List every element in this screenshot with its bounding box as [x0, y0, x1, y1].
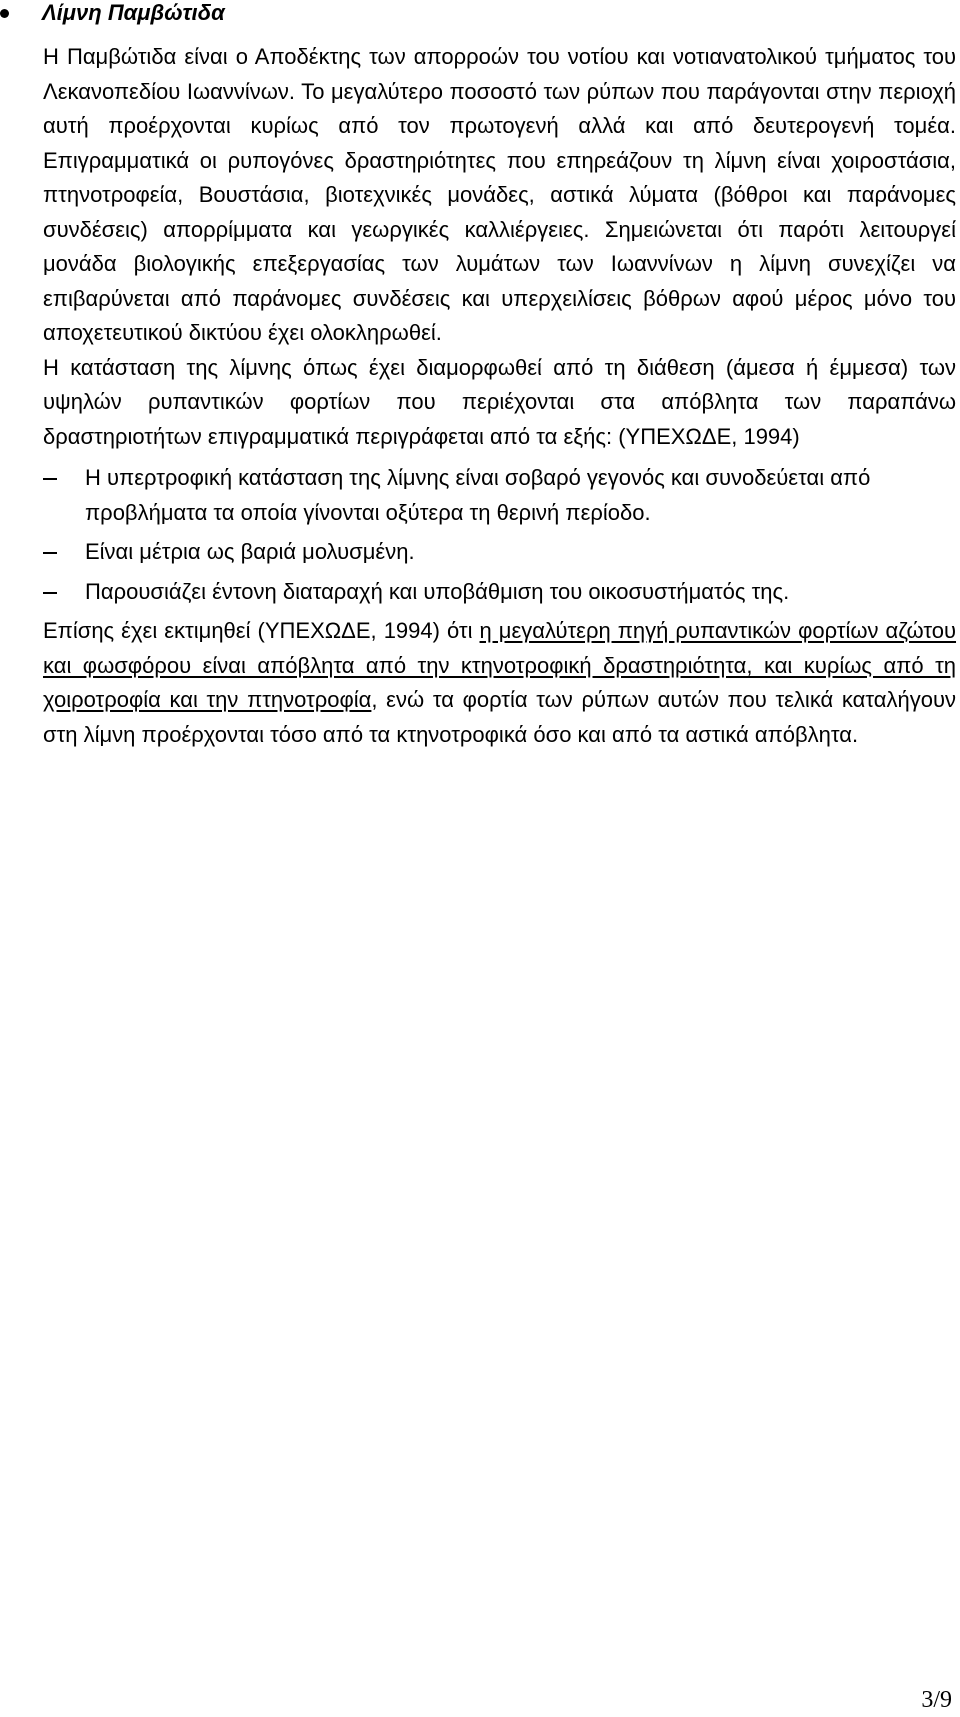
underlined-finding: η μεγαλύτερη πηγή ρυπαντικών φορτίων αζώτου και φωσφόρου είναι απόβλητα από την κτηνοτροφική δραστηριότητα, και κυρίως από τη χοιροτροφία και την πτηνοτροφία — [43, 618, 957, 712]
condition-list — [43, 461, 956, 609]
list-item-text: Η υπερτροφική κατάσταση της λίμνης είναι σοβαρό γεγονός και συνοδεύεται από προβλήματα τα οποία γίνονται οξύτερα τη θερινή περίοδο. — [85, 465, 871, 525]
estimate-intro: Επίσης έχει εκτιμηθεί (ΥΠΕΧΩΔΕ, 1994) ότι — [43, 618, 480, 643]
bullet-icon — [0, 9, 9, 18]
list-item — [43, 575, 956, 610]
page-number: 3/9 — [921, 1687, 952, 1713]
list-item-text: Είναι μέτρια ως βαριά μολυσμένη. — [85, 539, 415, 564]
paragraph-lake-condition: Η κατάσταση της λίμνης όπως έχει διαμορφωθεί από τη διάθεση (άμεσα ή έμμεσα) των υψηλών ρυπαντικών φορτίων που περιέχονται στα απόβλητα των παραπάνω δραστηριοτήτων επιγραμματικά περιγράφεται από τα εξής: (ΥΠΕΧΩΔΕ, 1994) — [43, 354, 956, 449]
section-title: Λίμνη Παμβώτιδα — [42, 0, 225, 25]
dash-bullet-icon — [43, 478, 57, 480]
paragraph-sources: Η Παμβώτιδα είναι ο Αποδέκτης των απορροών του νοτίου και νοτιανατολικού τμήματος του Λεκανοπεδίου Ιωαννίνων. Το μεγαλύτερο ποσοστό των ρύπων που παράγονται στην περιοχή αυτή προέρχονται κυρίως από τον πρωτογενή αλλά και από δευτερογενή τομέα. Επιγραμματικά οι ρυπογόνες δραστηριότητες που επηρεάζουν τη λίμνη είναι χοιροστάσια, πτηνοτροφεία, Βουστάσια, βιοτεχνικές μονάδες, αστικά λύματα (βόθροι και παράνομες συνδέσεις) απορρίμματα και γεωργικές καλλιέργειες. Σημειώνεται ότι παρότι λειτουργεί μονάδα βιολογικής επεξεργασίας των λυμάτων των Ιωαννίνων η λίμνη συνεχίζει να επιβαρύνεται από παράνομες συνδέσεις και υπερχειλίσεις βόθρων αφού μέρος μόνο του αποχετευτικού δικτύου έχει ολοκληρωθεί. — [43, 44, 956, 345]
estimate-conclusion: , ενώ τα φορτία των ρύπων αυτών που τελικά καταλήγουν στη λίμνη προέρχονται τόσο από τα κτηνοτροφικά όσο και από τα αστικά απόβλητα. — [43, 687, 956, 747]
body-content — [43, 40, 956, 752]
dash-bullet-icon — [43, 592, 57, 594]
dash-bullet-icon — [43, 552, 57, 554]
list-item-text: Παρουσιάζει έντονη διαταραχή και υποβάθμιση του οικοσυστήματός της. — [85, 578, 790, 604]
list-item — [43, 461, 956, 530]
paragraph-estimate — [43, 614, 956, 752]
list-item — [43, 535, 956, 570]
